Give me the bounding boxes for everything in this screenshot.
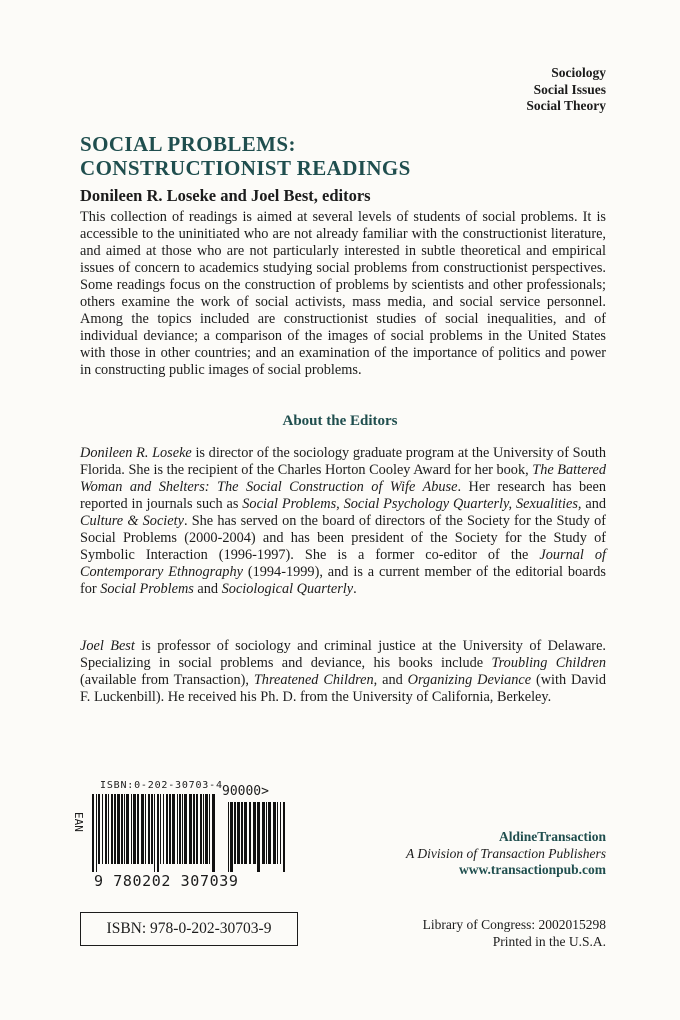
barcode-bar [126,794,129,864]
barcode-bar [200,794,202,864]
bio-text: , and [373,672,408,688]
barcode-bar [172,794,175,864]
barcode-bar [169,794,171,864]
barcode-bar [209,794,210,864]
barcode-bar [121,794,123,864]
printed-in: Printed in the U.S.A. [492,933,606,949]
barcode-bar [189,794,192,864]
bio-text: and [581,496,607,512]
barcode-bar [137,794,139,864]
journal-italic: Social Problems [100,581,194,597]
bio-text: (with David F. Luckenbill). He received his Ph. D. from the University of California, Berkeley. [80,672,606,705]
barcode-bar [262,802,265,864]
barcode-digits: 9 780202 307039 [94,872,239,890]
barcode-bar [241,802,243,864]
publisher-division: A Division of Transaction Publishers [405,845,606,861]
barcode-bar [133,794,136,864]
barcode-bar [98,794,100,864]
title-line-2: CONSTRUCTIONIST READINGS [80,156,411,180]
bio-text: (1994-1999), and is a current member of the editorial boards for [80,564,606,597]
bio-loseke [80,445,606,598]
barcode-bar [280,802,281,864]
journal-italic: Culture & Society [80,513,184,529]
bio-text: is professor of sociology and criminal justice at the University of Delaware. Specializing in social problems and deviance, his books include [80,638,606,671]
barcode-bars [92,794,217,872]
barcode-bar [148,794,150,864]
book-title [80,132,600,180]
bio-best [80,638,606,706]
barcode-bar [179,794,181,864]
barcode-bar [283,802,285,872]
barcode-bar [249,802,251,864]
barcode-bar [266,802,267,864]
barcode-bar [193,794,195,864]
publisher-url: www.transactionpub.com [458,862,606,877]
barcode-bar [151,794,153,864]
barcode-bar [230,802,233,872]
bio-text: . Her research has been reported in journals such as [80,479,606,512]
bio-text: and [193,581,222,597]
bio-text: is director of the sociology graduate program at the University of South Florida. She is the recipient of the Charles Horton Cooley Award for her book, [80,445,607,478]
barcode-bar [196,794,198,864]
editors-line: Donileen R. Loseke and Joel Best, editors [80,186,371,205]
barcode-bar [117,794,120,864]
barcode-bar [203,794,204,864]
barcode-bar [273,802,276,864]
barcode-bar [184,794,187,864]
publisher-name: AldineTransaction [498,829,606,844]
journal-italic: Sociological Quarterly [221,581,354,597]
barcode-bar [253,802,256,864]
barcode-bar [257,802,260,872]
barcode-bar [154,794,155,872]
barcode-bar [177,794,178,864]
barcode-bar [268,802,271,864]
barcode [70,780,300,895]
barcode-bar [108,794,109,864]
barcode-bar [237,802,240,864]
barcode-bar [205,794,208,864]
barcode-bar [96,794,97,872]
bio-loseke-name: Donileen R. Loseke [80,445,192,461]
publisher-info [406,829,606,879]
journal-italic: Journal of Contemporary Ethnography [80,547,607,580]
journal-italic: Social Problems, Social Psychology Quarterly, Sexualities, [242,496,582,512]
book-description: This collection of readings is aimed at several levels of students of social problems. It is accessible to the uninitiated who are not already familiar with the constructionist literature, and aimed at those who are not particularly interested in subtle theoretical and empirical issues of concern to academics studying social problems from constructionist perspectives. Some readings focus on the construction of problems by scientists and other professionals; others examine the work of social activists, mass media, and social service personnel. Among the topics included are constructionist studies of social inequalities, and of individual deviance; a comparison of the images of social problems in the United States with those in other countries; and an examination of the importance of politics and power in constructing public images of social problems. [80,209,606,378]
barcode-bar [111,794,113,864]
barcode-bar [166,794,168,864]
barcode-bar [131,794,132,864]
barcode-isbn-text: ISBN:0-202-30703-4 [100,780,223,791]
barcode-bar [277,802,278,864]
library-of-congress: Library of Congress: 2002015298 [422,917,606,932]
barcode-addon-bars [228,802,288,872]
barcode-bar [157,794,159,872]
barcode-bar [141,794,144,864]
subject-sociology: Sociology [551,65,606,80]
ean-label: EAN [72,812,85,832]
barcode-bar [105,794,107,864]
bio-text: . She has served on the board of directors of the Society for the Study of Social Problems (2000-2004) and has been president of the Society for the Study of Symbolic Interaction (1996-1997). She is a former co-editor of the [80,513,607,563]
barcode-bar [212,794,215,872]
barcode-bar [145,794,146,864]
barcode-bar [102,794,103,864]
price-code: 90000> [222,784,269,799]
subject-social-issues: Social Issues [533,81,606,97]
barcode-bar [114,794,116,864]
barcode-bar [160,794,161,864]
bio-best-name: Joel Best [80,638,135,654]
book-title-italic: Threatened Children [253,672,374,688]
bio-text: . [353,581,357,597]
barcode-bar [124,794,125,864]
about-editors-heading: About the Editors [282,413,398,429]
barcode-bar [234,802,236,864]
barcode-bar [244,802,247,864]
subject-social-theory: Social Theory [526,98,606,113]
isbn-box: ISBN: 978-0-202-30703-9 [80,912,298,946]
barcode-bar [182,794,183,864]
library-info [423,917,606,950]
book-title-italic: Organizing Deviance [407,672,532,688]
barcode-bar [163,794,164,864]
subject-categories [526,65,606,115]
barcode-bar [228,802,229,872]
title-line-1: SOCIAL PROBLEMS: [80,132,296,156]
book-title-italic: The Battered Woman and Shelters: The Social Construction of Wife Abuse [80,462,606,495]
barcode-bar [92,794,94,872]
bio-text: (available from Transaction), [80,672,254,688]
book-title-italic: Troubling Children [491,655,607,671]
